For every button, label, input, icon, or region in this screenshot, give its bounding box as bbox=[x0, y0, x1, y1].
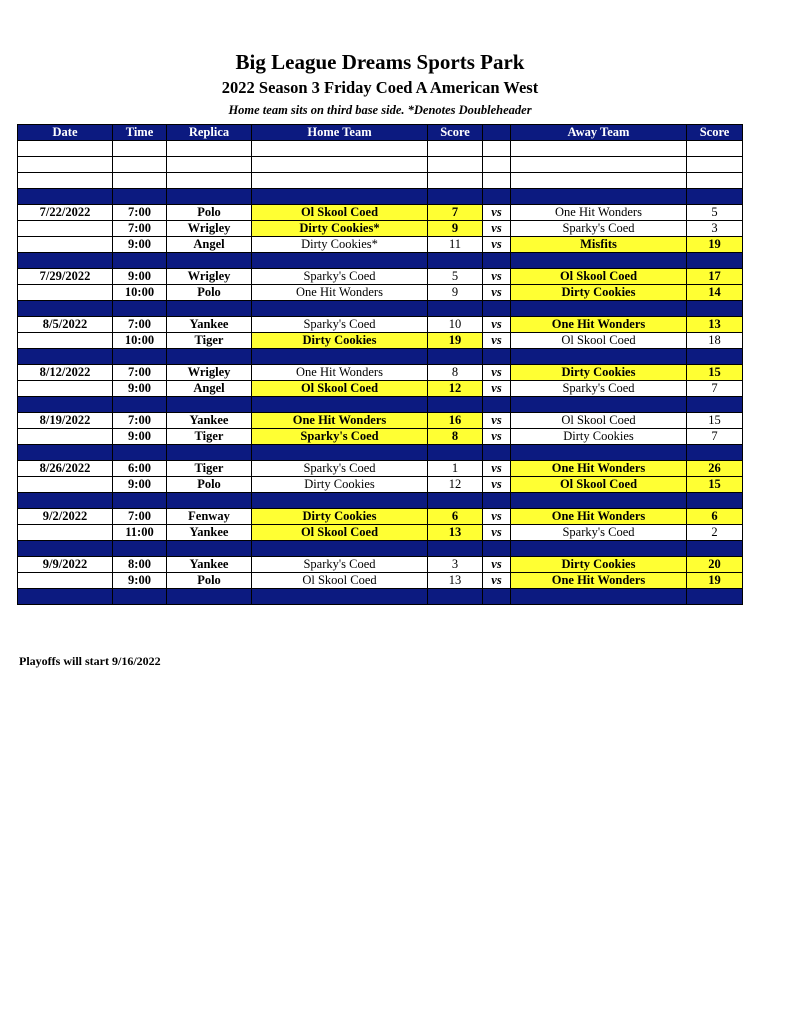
game-replica: Angel bbox=[167, 381, 252, 397]
game-row bbox=[18, 413, 743, 429]
page-note: Home team sits on third base side. *Denotes Doubleheader bbox=[228, 103, 532, 117]
home-team: One Hit Wonders bbox=[252, 285, 428, 301]
home-team: One Hit Wonders bbox=[252, 365, 428, 381]
game-date: 9/2/2022 bbox=[18, 509, 113, 525]
game-time: 10:00 bbox=[113, 333, 167, 349]
away-team: One Hit Wonders bbox=[511, 573, 687, 589]
game-row bbox=[18, 381, 743, 397]
home-team: Ol Skool Coed bbox=[252, 205, 428, 221]
game-date bbox=[18, 525, 113, 541]
home-team: Ol Skool Coed bbox=[252, 573, 428, 589]
game-row bbox=[18, 237, 743, 253]
game-replica: Polo bbox=[167, 573, 252, 589]
home-score: 7 bbox=[428, 205, 483, 221]
home-score: 12 bbox=[428, 477, 483, 493]
game-date bbox=[18, 477, 113, 493]
game-date bbox=[18, 285, 113, 301]
game-time: 7:00 bbox=[113, 365, 167, 381]
home-score: 9 bbox=[428, 221, 483, 237]
away-score: 13 bbox=[687, 317, 743, 333]
home-score: 6 bbox=[428, 509, 483, 525]
home-score: 19 bbox=[428, 333, 483, 349]
away-score: 7 bbox=[687, 381, 743, 397]
home-score: 5 bbox=[428, 269, 483, 285]
game-row bbox=[18, 269, 743, 285]
away-team: Dirty Cookies bbox=[511, 285, 687, 301]
vs-label: vs bbox=[483, 317, 511, 333]
vs-label: vs bbox=[483, 461, 511, 477]
game-replica: Yankee bbox=[167, 525, 252, 541]
vs-label: vs bbox=[483, 333, 511, 349]
away-team: Ol Skool Coed bbox=[511, 333, 687, 349]
vs-label: vs bbox=[483, 413, 511, 429]
game-row bbox=[18, 477, 743, 493]
week-separator-row bbox=[18, 253, 743, 269]
away-score: 5 bbox=[687, 205, 743, 221]
away-score: 7 bbox=[687, 429, 743, 445]
game-replica: Yankee bbox=[167, 413, 252, 429]
home-team: Ol Skool Coed bbox=[252, 381, 428, 397]
game-date bbox=[18, 333, 113, 349]
vs-label: vs bbox=[483, 221, 511, 237]
game-replica: Yankee bbox=[167, 557, 252, 573]
header-home-score: Score bbox=[428, 125, 483, 141]
vs-label: vs bbox=[483, 477, 511, 493]
home-score: 3 bbox=[428, 557, 483, 573]
home-score: 1 bbox=[428, 461, 483, 477]
vs-label: vs bbox=[483, 525, 511, 541]
game-row bbox=[18, 221, 743, 237]
game-replica: Wrigley bbox=[167, 269, 252, 285]
away-team: Dirty Cookies bbox=[511, 557, 687, 573]
away-score: 19 bbox=[687, 573, 743, 589]
game-time: 9:00 bbox=[113, 477, 167, 493]
home-score: 12 bbox=[428, 381, 483, 397]
vs-label: vs bbox=[483, 509, 511, 525]
game-date: 8/12/2022 bbox=[18, 365, 113, 381]
game-time: 11:00 bbox=[113, 525, 167, 541]
week-separator-row bbox=[18, 445, 743, 461]
game-date: 8/5/2022 bbox=[18, 317, 113, 333]
away-team: One Hit Wonders bbox=[511, 317, 687, 333]
away-score: 3 bbox=[687, 221, 743, 237]
away-team: Sparky's Coed bbox=[511, 381, 687, 397]
game-time: 9:00 bbox=[113, 381, 167, 397]
game-replica: Polo bbox=[167, 205, 252, 221]
game-date bbox=[18, 237, 113, 253]
header-time: Time bbox=[113, 125, 167, 141]
week-separator-row bbox=[18, 589, 743, 605]
game-time: 7:00 bbox=[113, 509, 167, 525]
away-team: One Hit Wonders bbox=[511, 461, 687, 477]
game-replica: Angel bbox=[167, 237, 252, 253]
home-score: 8 bbox=[428, 429, 483, 445]
header-home-team: Home Team bbox=[252, 125, 428, 141]
game-time: 6:00 bbox=[113, 461, 167, 477]
home-score: 8 bbox=[428, 365, 483, 381]
schedule-table bbox=[17, 124, 743, 605]
vs-label: vs bbox=[483, 237, 511, 253]
game-time: 10:00 bbox=[113, 285, 167, 301]
game-replica: Polo bbox=[167, 285, 252, 301]
home-team: Dirty Cookies bbox=[252, 509, 428, 525]
away-team: One Hit Wonders bbox=[511, 205, 687, 221]
home-team: Dirty Cookies* bbox=[252, 237, 428, 253]
home-score: 11 bbox=[428, 237, 483, 253]
blank-row bbox=[18, 173, 743, 189]
game-date: 9/9/2022 bbox=[18, 557, 113, 573]
away-score: 19 bbox=[687, 237, 743, 253]
vs-label: vs bbox=[483, 381, 511, 397]
away-team: Ol Skool Coed bbox=[511, 269, 687, 285]
home-score: 10 bbox=[428, 317, 483, 333]
away-team: One Hit Wonders bbox=[511, 509, 687, 525]
away-score: 2 bbox=[687, 525, 743, 541]
game-date: 8/26/2022 bbox=[18, 461, 113, 477]
game-date: 8/19/2022 bbox=[18, 413, 113, 429]
game-date bbox=[18, 381, 113, 397]
away-score: 15 bbox=[687, 365, 743, 381]
game-row bbox=[18, 573, 743, 589]
away-score: 15 bbox=[687, 413, 743, 429]
home-team: Dirty Cookies bbox=[252, 333, 428, 349]
game-row bbox=[18, 365, 743, 381]
away-team: Sparky's Coed bbox=[511, 525, 687, 541]
game-row bbox=[18, 525, 743, 541]
game-row bbox=[18, 317, 743, 333]
game-row bbox=[18, 285, 743, 301]
vs-label: vs bbox=[483, 573, 511, 589]
game-replica: Polo bbox=[167, 477, 252, 493]
home-score: 9 bbox=[428, 285, 483, 301]
table-header-row bbox=[18, 125, 743, 141]
home-score: 16 bbox=[428, 413, 483, 429]
game-time: 7:00 bbox=[113, 317, 167, 333]
game-row bbox=[18, 333, 743, 349]
away-score: 17 bbox=[687, 269, 743, 285]
header-vs bbox=[483, 125, 511, 141]
game-row bbox=[18, 509, 743, 525]
vs-label: vs bbox=[483, 429, 511, 445]
vs-label: vs bbox=[483, 365, 511, 381]
week-separator-row bbox=[18, 301, 743, 317]
away-team: Dirty Cookies bbox=[511, 429, 687, 445]
away-team: Sparky's Coed bbox=[511, 221, 687, 237]
vs-label: vs bbox=[483, 557, 511, 573]
page-title: Big League Dreams Sports Park bbox=[235, 50, 525, 74]
away-score: 18 bbox=[687, 333, 743, 349]
game-replica: Yankee bbox=[167, 317, 252, 333]
away-score: 15 bbox=[687, 477, 743, 493]
home-team: Ol Skool Coed bbox=[252, 525, 428, 541]
game-replica: Tiger bbox=[167, 333, 252, 349]
game-time: 7:00 bbox=[113, 205, 167, 221]
game-replica: Wrigley bbox=[167, 221, 252, 237]
game-time: 9:00 bbox=[113, 269, 167, 285]
blank-row bbox=[18, 157, 743, 173]
game-replica: Fenway bbox=[167, 509, 252, 525]
game-replica: Wrigley bbox=[167, 365, 252, 381]
game-time: 7:00 bbox=[113, 221, 167, 237]
game-date bbox=[18, 573, 113, 589]
game-time: 9:00 bbox=[113, 237, 167, 253]
home-team: Sparky's Coed bbox=[252, 557, 428, 573]
home-team: One Hit Wonders bbox=[252, 413, 428, 429]
game-time: 9:00 bbox=[113, 573, 167, 589]
header-away-score: Score bbox=[687, 125, 743, 141]
week-separator-row bbox=[18, 493, 743, 509]
game-date bbox=[18, 429, 113, 445]
game-date: 7/29/2022 bbox=[18, 269, 113, 285]
game-replica: Tiger bbox=[167, 429, 252, 445]
away-score: 14 bbox=[687, 285, 743, 301]
game-time: 7:00 bbox=[113, 413, 167, 429]
week-separator-row bbox=[18, 349, 743, 365]
week-separator-row bbox=[18, 189, 743, 205]
home-team: Sparky's Coed bbox=[252, 461, 428, 477]
game-date: 7/22/2022 bbox=[18, 205, 113, 221]
away-team: Dirty Cookies bbox=[511, 365, 687, 381]
home-team: Sparky's Coed bbox=[252, 317, 428, 333]
week-separator-row bbox=[18, 541, 743, 557]
home-score: 13 bbox=[428, 573, 483, 589]
game-row bbox=[18, 461, 743, 477]
week-separator-row bbox=[18, 397, 743, 413]
game-replica: Tiger bbox=[167, 461, 252, 477]
away-team: Ol Skool Coed bbox=[511, 413, 687, 429]
game-time: 8:00 bbox=[113, 557, 167, 573]
header-replica: Replica bbox=[167, 125, 252, 141]
game-row bbox=[18, 429, 743, 445]
home-team: Sparky's Coed bbox=[252, 429, 428, 445]
away-team: Ol Skool Coed bbox=[511, 477, 687, 493]
vs-label: vs bbox=[483, 285, 511, 301]
page-subtitle: 2022 Season 3 Friday Coed A American West bbox=[221, 78, 539, 97]
away-score: 6 bbox=[687, 509, 743, 525]
game-time: 9:00 bbox=[113, 429, 167, 445]
blank-row bbox=[18, 141, 743, 157]
header-date: Date bbox=[18, 125, 113, 141]
home-team: Dirty Cookies* bbox=[252, 221, 428, 237]
away-team: Misfits bbox=[511, 237, 687, 253]
playoffs-note: Playoffs will start 9/16/2022 bbox=[19, 654, 161, 668]
away-score: 26 bbox=[687, 461, 743, 477]
game-row bbox=[18, 557, 743, 573]
game-date bbox=[18, 221, 113, 237]
home-team: Sparky's Coed bbox=[252, 269, 428, 285]
vs-label: vs bbox=[483, 269, 511, 285]
away-score: 20 bbox=[687, 557, 743, 573]
home-team: Dirty Cookies bbox=[252, 477, 428, 493]
vs-label: vs bbox=[483, 205, 511, 221]
schedule-body bbox=[18, 141, 743, 605]
header-away-team: Away Team bbox=[511, 125, 687, 141]
home-score: 13 bbox=[428, 525, 483, 541]
game-row bbox=[18, 205, 743, 221]
